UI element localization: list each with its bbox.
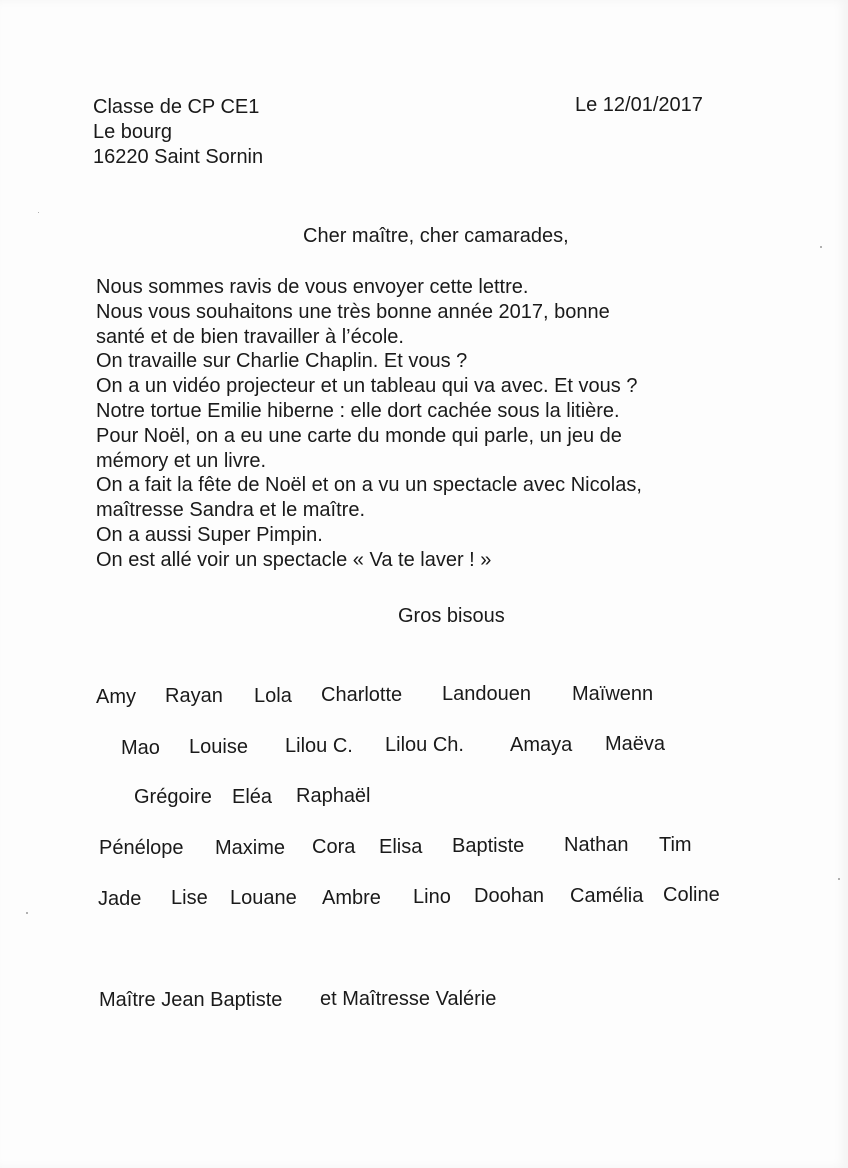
student-name: Ambre [322, 887, 381, 909]
closing: Gros bisous [398, 605, 505, 627]
student-name: Nathan [564, 834, 629, 856]
student-name: Mao [121, 737, 160, 759]
student-name: Rayan [165, 685, 223, 707]
letter-date: Le 12/01/2017 [575, 94, 703, 116]
student-name: Louane [230, 887, 297, 909]
body-line: On a fait la fête de Noël et on a vu un spectacle avec Nicolas, [96, 474, 642, 497]
student-name: Grégoire [134, 786, 212, 808]
student-name: Lise [171, 887, 208, 909]
student-name: Doohan [474, 885, 545, 907]
body-line: mémory et un livre. [96, 449, 267, 472]
student-name: Lilou Ch. [385, 734, 464, 756]
body-line: On travaille sur Charlie Chaplin. Et vous ? [96, 350, 468, 373]
sender-line-class: Classe de CP CE1 [93, 96, 260, 118]
student-name: Amy [96, 686, 136, 708]
student-name: Lilou C. [285, 735, 353, 757]
body-line: Nous sommes ravis de vous envoyer cette lettre. [96, 276, 529, 298]
student-name: Cora [312, 836, 356, 858]
greeting: Cher maître, cher camarades, [303, 225, 569, 247]
student-name: Lino [413, 886, 451, 908]
student-name: Maëva [605, 733, 666, 755]
paper-speck [820, 246, 822, 248]
body-line: santé et de bien travailler à l’école. [96, 325, 404, 348]
body-line: maîtresse Sandra et le maître. [96, 499, 366, 522]
body-line: Nous vous souhaitons une très bonne année 2017, bonne [96, 300, 610, 323]
sender-address [93, 95, 263, 169]
letter-body [96, 275, 642, 573]
student-name: Tim [659, 834, 692, 856]
student-name: Louise [189, 736, 248, 758]
student-name: Landouen [442, 683, 531, 705]
body-line: On a un vidéo projecteur et un tableau qui va avec. Et vous ? [96, 375, 638, 398]
student-name: Lola [254, 685, 292, 707]
student-name: Baptiste [452, 835, 525, 857]
student-name: Charlotte [321, 684, 403, 706]
paper-speck [838, 878, 840, 880]
teacher-name: et Maîtresse Valérie [320, 988, 497, 1010]
student-name: Amaya [510, 734, 573, 756]
body-line: On est allé voir un spectacle « Va te laver ! » [96, 548, 492, 571]
sender-line-city: 16220 Saint Sornin [93, 145, 264, 168]
body-line: Pour Noël, on a eu une carte du monde qui parle, un jeu de [96, 424, 622, 447]
sender-line-street: Le bourg [93, 120, 172, 143]
student-name: Pénélope [99, 837, 184, 859]
student-name: Elisa [379, 836, 423, 858]
paper-speck [38, 212, 39, 213]
student-name: Camélia [570, 885, 644, 907]
body-line: Notre tortue Emilie hiberne : elle dort cachée sous la litière. [96, 399, 620, 422]
teacher-name: Maître Jean Baptiste [99, 989, 283, 1011]
body-line: On a aussi Super Pimpin. [96, 523, 323, 546]
student-name: Raphaël [296, 785, 371, 807]
student-name: Maïwenn [572, 683, 654, 705]
student-name: Maxime [215, 837, 286, 859]
student-name: Jade [98, 888, 142, 910]
student-name: Coline [663, 884, 720, 906]
student-name: Eléa [232, 786, 273, 808]
paper-speck [26, 912, 28, 914]
